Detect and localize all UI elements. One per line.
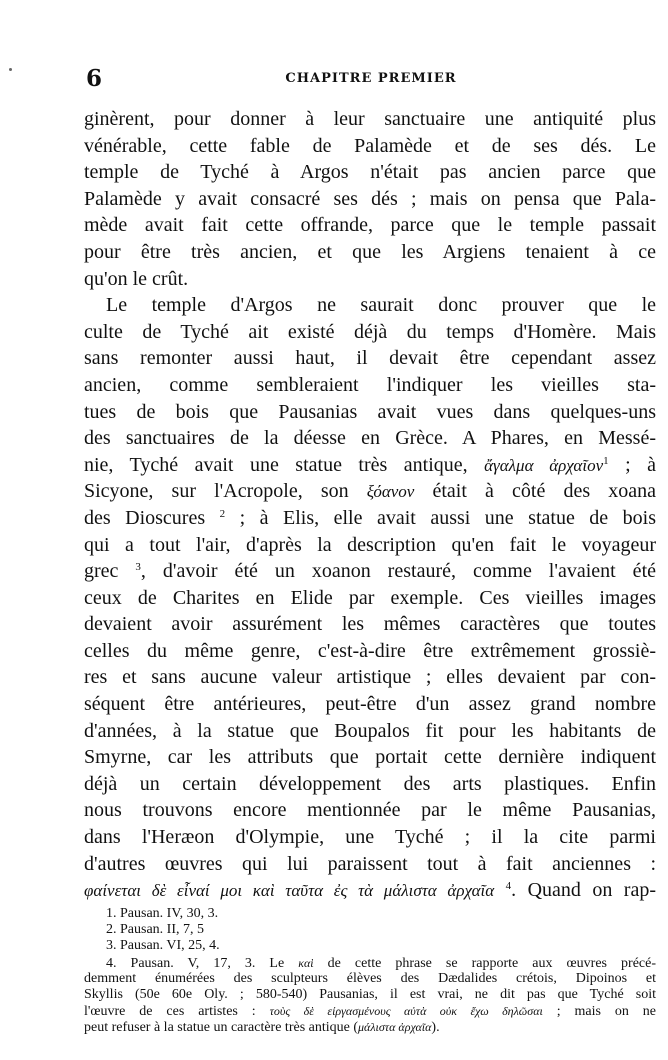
- text-line: res et sans aucune valeur artistique ; elles devaient par con-: [84, 666, 656, 689]
- footnote-line: peut refuser à la statue un caractère très antique (μάλιστα ἀρχαῖα).: [84, 1020, 440, 1036]
- footnote-ref: 3: [135, 561, 141, 574]
- text-line: temple de Tyché à Argos n'était pas ancien parce que: [84, 161, 656, 184]
- footnote: 3. Pausan. VI, 25, 4.: [106, 938, 220, 954]
- scan-speck: [9, 68, 12, 71]
- footnote: 1. Pausan. IV, 30, 3.: [106, 906, 219, 921]
- footnote-ref: 2: [219, 507, 226, 520]
- text-line: nie, Tyché avait une statue très antique, ἄγαλμα ἀρχαῖον$^1$ ; à: [84, 453, 656, 476]
- running-head: CHAPITRE PREMIER: [285, 71, 457, 86]
- page-header: [86, 66, 656, 92]
- text-line: grec $^3$, d'avoir été un xoanon restauré, comme l'avaient été: [84, 560, 656, 583]
- text-line: Sicyone, sur l'Acropole, son ξόανον était à côté des xoana: [84, 480, 656, 503]
- text-line: mède avait fait cette offrande, parce que le temple passait: [84, 214, 656, 237]
- footnote: 2. Pausan. II, 7, 5: [106, 922, 204, 938]
- text-line: ceux de Charites en Elide par exemple. Ces vieilles images: [84, 586, 656, 609]
- footnote: 4. Pausan. V, 17, 3. Le καὶ de cette phrase se rapporte aux œuvres précé-: [106, 955, 656, 971]
- footnote-line: Skyllis (50e 60e Oly. ; 580-540) Pausanias, il est vrai, ne dit pas que Tyché soit: [84, 986, 656, 1002]
- greek-quote: φαίνεται δὲ εἶναί μοι καὶ ταῦτα ἐς τὰ μάλιστα ἀρχαῖα: [84, 881, 495, 901]
- text-line: Palamède y avait consacré ses dés ; mais on pensa que Pala-: [84, 187, 656, 210]
- text-line: sans remonter aussi haut, il devait être cependant assez: [84, 347, 656, 370]
- text-line: d'autres œuvres qui lui paraissent tout à fait anciennes :: [84, 852, 656, 875]
- greek-quote: ἄγαλμα ἀρχαῖον: [484, 455, 604, 475]
- text-line: séquent être antérieures, peut-être d'un assez grand nombre: [84, 693, 656, 716]
- footnote-ref: 1: [603, 454, 609, 467]
- text-line: Smyrne, car les attributs que portait cette dernière indiquent: [84, 746, 656, 769]
- text-line: celles du même genre, c'est-à-dire être extrêmement grossiè-: [84, 639, 656, 662]
- body-text: [84, 106, 656, 904]
- text-line: tues de bois que Pausanias avait vues dans quelques-uns: [84, 400, 656, 423]
- greek-quote: καὶ: [298, 955, 314, 970]
- text-line: déjà un certain développement des arts plastiques. Enfin: [84, 772, 656, 795]
- text-line: nous trouvons encore mentionnée par le même Pausanias,: [84, 799, 656, 822]
- text-line: qui a tout l'air, d'après la description qu'en fait le voyageur: [84, 533, 656, 556]
- text-line: d'années, à la statue que Boupalos fit pour les habitants de: [84, 719, 656, 742]
- text-line: pour être très ancien, et que les Argiens tenaient à ce: [84, 240, 656, 263]
- text-line: ancien, comme sembleraient l'indiquer les vieilles sta-: [84, 373, 656, 396]
- page-number: 6: [86, 65, 103, 92]
- text-line: des sanctuaires de la déesse en Grèce. A Phares, en Messé-: [84, 427, 656, 450]
- greek-quote: μάλιστα ἀρχαῖα: [358, 1020, 432, 1035]
- text-line: Le temple d'Argos ne saurait donc prouver que le: [106, 294, 656, 317]
- text-line: qu'on le crût.: [84, 267, 189, 290]
- footnote-ref: 4: [505, 880, 512, 893]
- greek-quote: ξόανον: [366, 482, 415, 502]
- text-line: dans l'Heræon d'Olympie, une Tyché ; il la cite parmi: [84, 826, 656, 849]
- greek-quote: τοὺς δὲ εἰργασμένους αὐτὰ οὐκ ἔχω δηλῶσαι: [269, 1004, 543, 1019]
- footnote-line: l'œuvre de ces artistes : τοὺς δὲ εἰργασμένους αὐτὰ οὐκ ἔχω δηλῶσαι ; mais on ne: [84, 1004, 656, 1020]
- text-line: des Dioscures $^2$ ; à Elis, elle avait aussi une statue de bois: [84, 506, 656, 529]
- text-line: φαίνεται δὲ εἶναί μοι καὶ ταῦτα ἐς τὰ μάλιστα ἀρχαῖα $^4$. Quand on rap-: [84, 879, 656, 902]
- text-line: vénérable, cette fable de Palamède et de ses dés. Le: [84, 134, 656, 157]
- text-line: devaient avoir assurément les mêmes caractères que toutes: [84, 613, 656, 636]
- text-line: ginèrent, pour donner à leur sanctuaire une antiquité plus: [84, 108, 656, 130]
- text-line: culte de Tyché ait existé déjà du temps d'Homère. Mais: [84, 320, 656, 343]
- footnotes: [84, 906, 656, 1036]
- footnote-line: demment énumérées des sculpteurs élèves des Dædalides crétois, Dipoinos et: [84, 970, 656, 986]
